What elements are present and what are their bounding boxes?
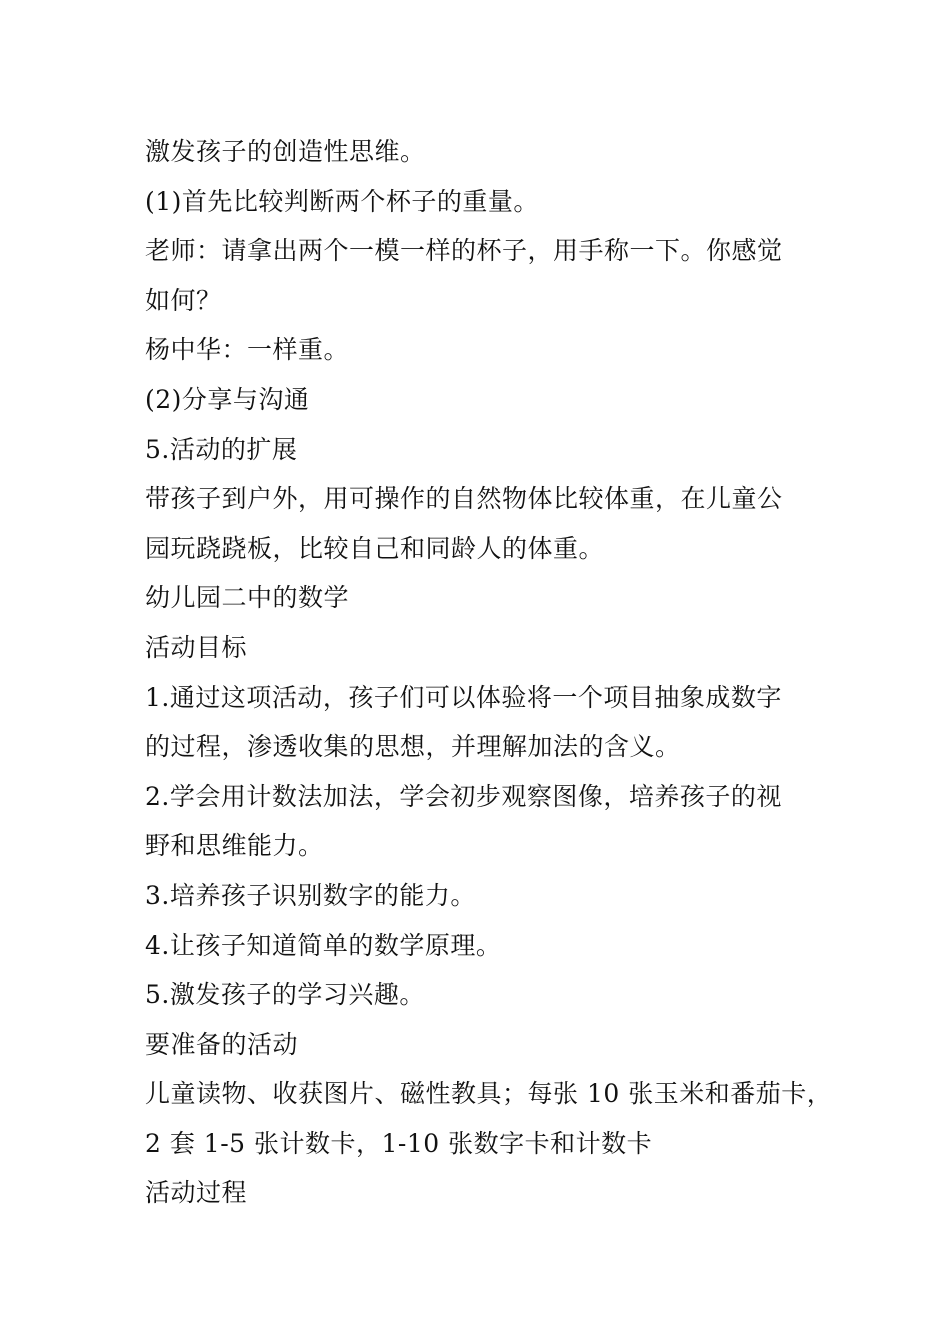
text-line: 杨中华：一样重。 <box>145 335 350 365</box>
text-line: 的过程，渗透收集的思想，并理解加法的含义。 <box>145 732 681 762</box>
text-line: 带孩子到户外，用可操作的自然物体比较体重，在儿童公 <box>145 484 783 514</box>
section-heading: 5.活动的扩展 <box>145 434 298 464</box>
text-line: 野和思维能力。 <box>145 831 324 861</box>
text-line: 1.通过这项活动，孩子们可以体验将一个项目抽象成数字 <box>145 682 782 712</box>
text-line: 4.让孩子知道简单的数学原理。 <box>145 930 502 960</box>
document-body <box>145 127 833 1218</box>
section-heading: 要准备的活动 <box>145 1029 299 1059</box>
text-line: 2.学会用计数法加法，学会初步观察图像，培养孩子的视 <box>145 781 782 811</box>
text-line: 老师：请拿出两个一模一样的杯子，用手称一下。你感觉 <box>145 236 783 266</box>
section-heading: 活动过程 <box>145 1178 248 1208</box>
text-line: 5.激发孩子的学习兴趣。 <box>145 980 425 1010</box>
text-line: 3.培养孩子识别数字的能力。 <box>145 880 476 910</box>
text-line: 园玩跷跷板，比较自己和同龄人的体重。 <box>145 533 605 563</box>
text-line: (1)首先比较判断两个杯子的重量。 <box>145 186 539 216</box>
text-line: (2)分享与沟通 <box>145 384 310 414</box>
text-line: 激发孩子的创造性思维。 <box>145 137 426 166</box>
text-line: 2 套 1-5 张计数卡，1-10 张数字卡和计数卡 <box>145 1128 653 1158</box>
text-line: 儿童读物、收获图片、磁性教具；每张 10 张玉米和番茄卡， <box>145 1079 833 1109</box>
section-heading: 活动目标 <box>145 632 248 662</box>
section-heading: 幼儿园二中的数学 <box>145 583 350 613</box>
text-line: 如何？ <box>145 285 222 315</box>
